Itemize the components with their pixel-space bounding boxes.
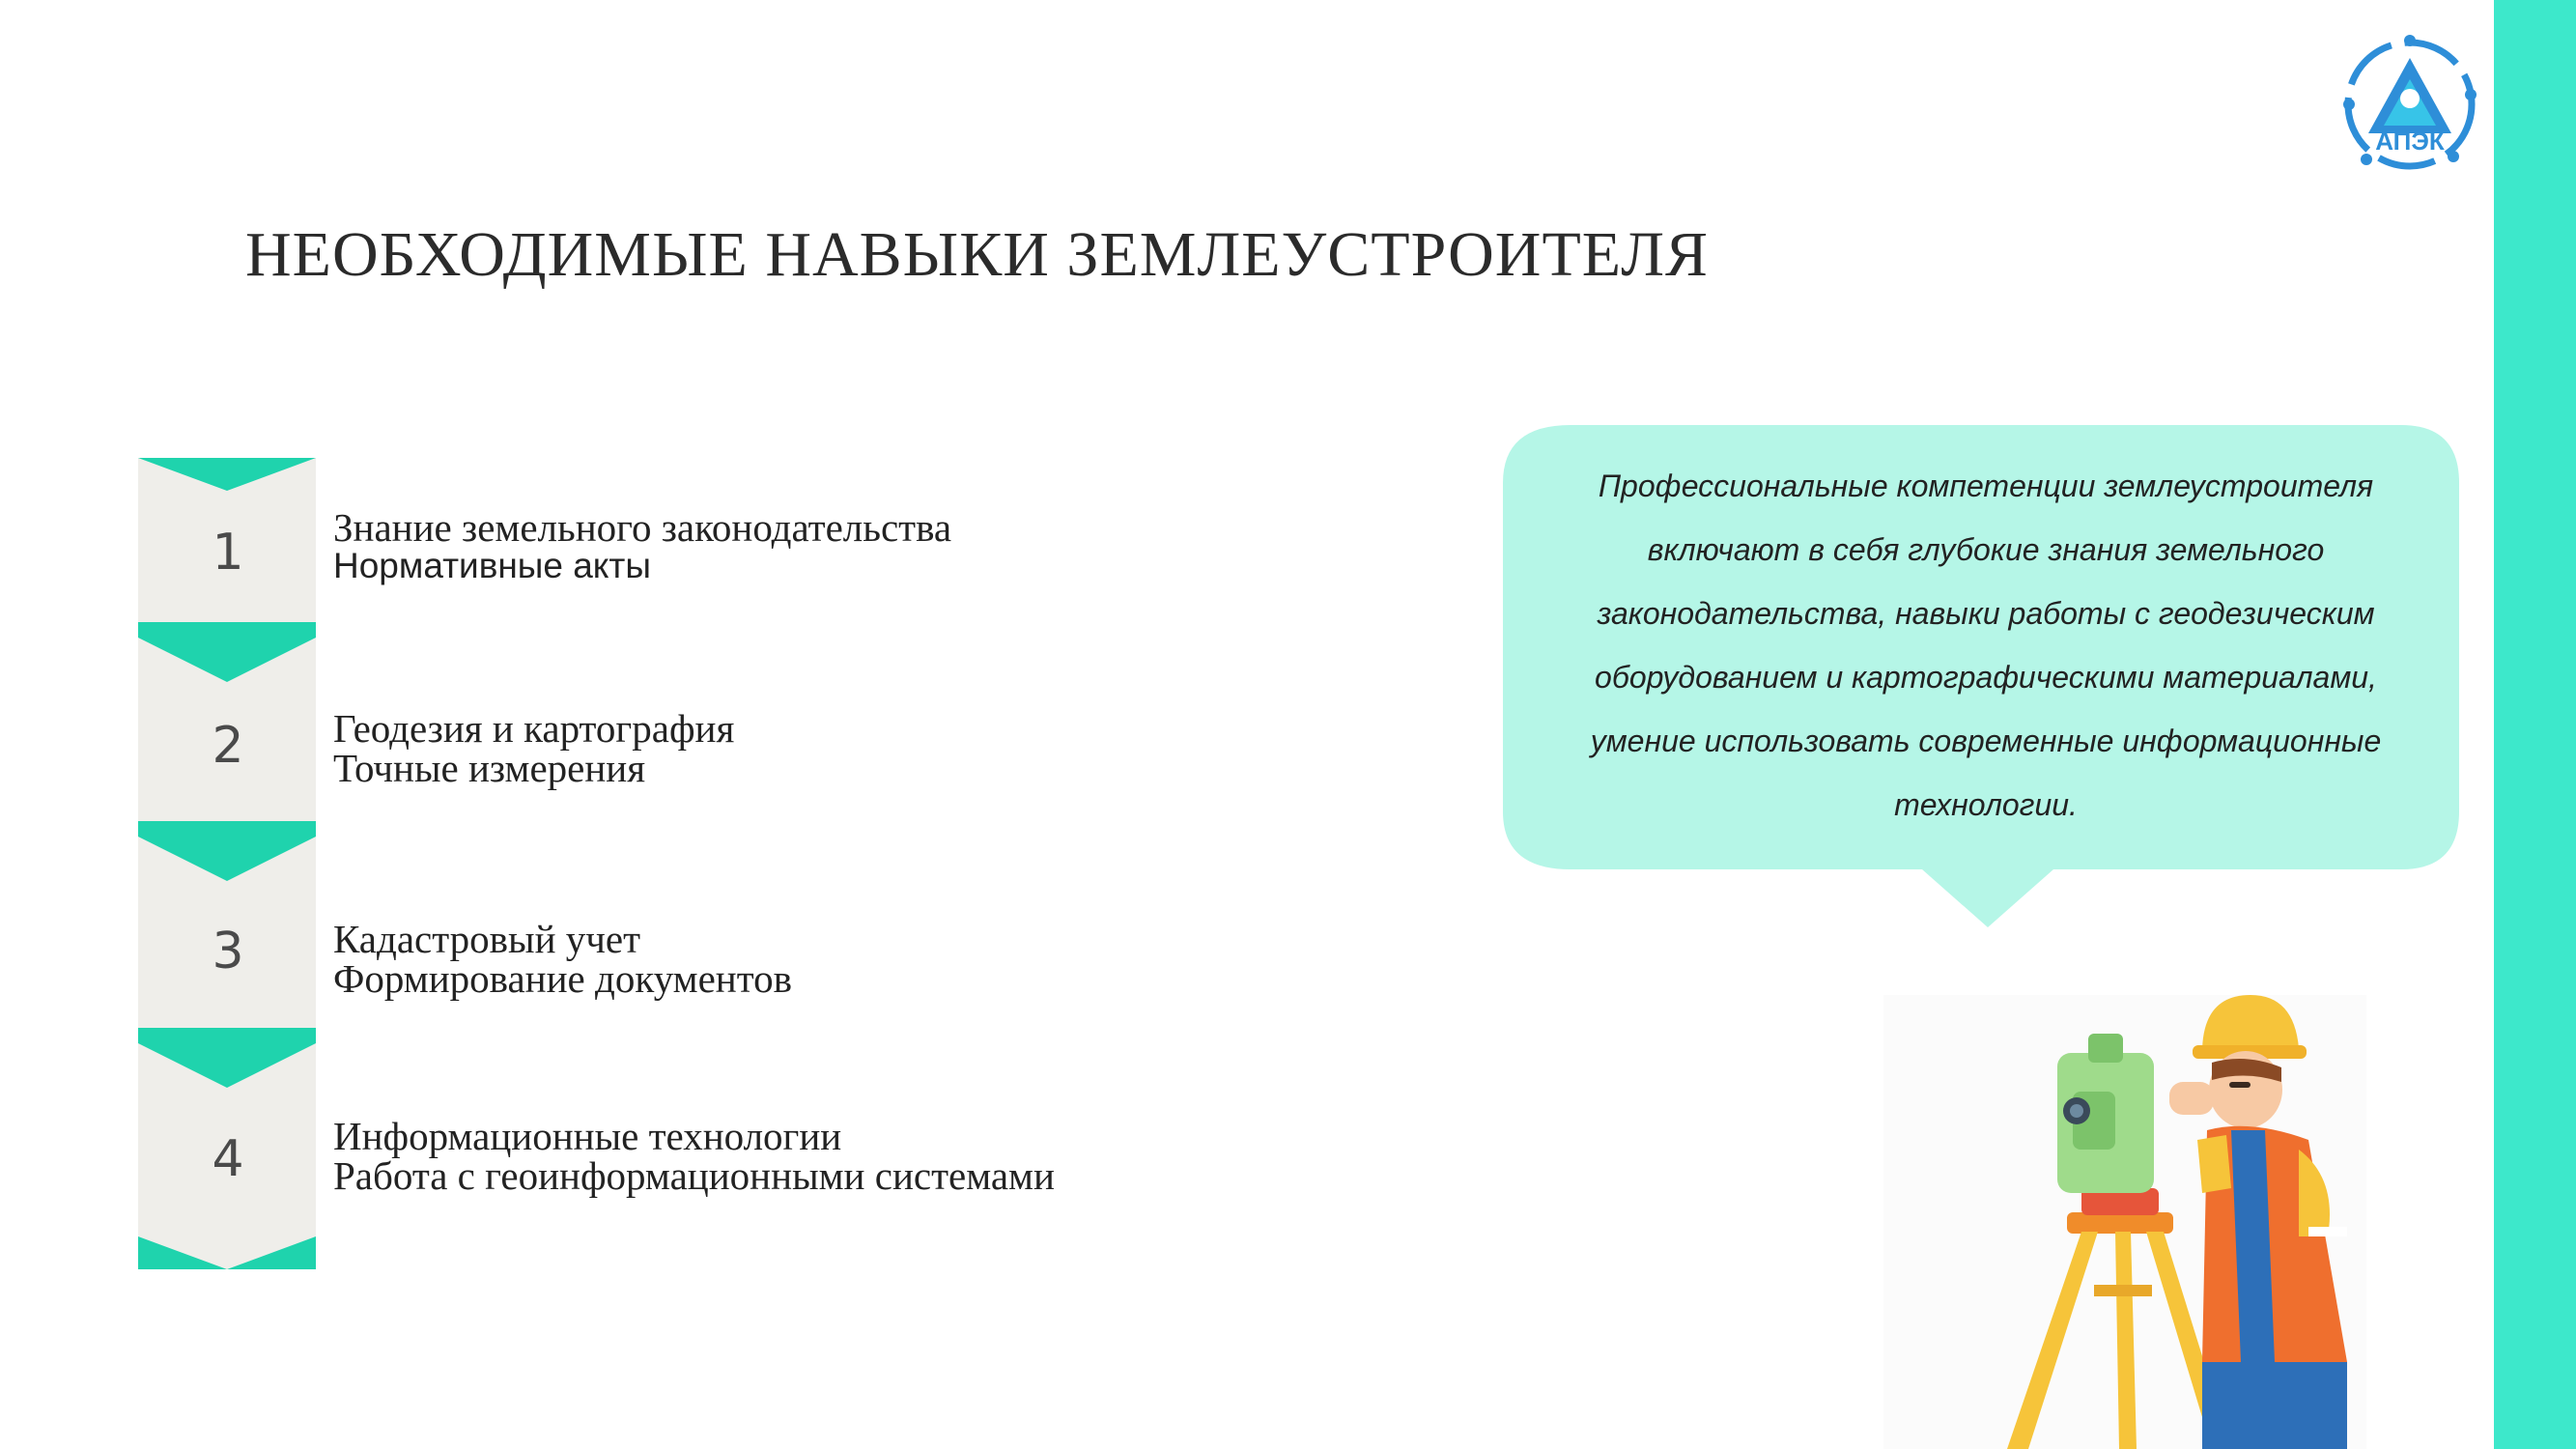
apek-logo-icon xyxy=(2337,29,2482,184)
step-number-2: 2 xyxy=(212,717,244,775)
step-number-4: 4 xyxy=(212,1130,244,1188)
step-item-4 xyxy=(333,1114,1055,1198)
right-accent-band xyxy=(2494,0,2576,1449)
logo-text: АПЭК xyxy=(2375,127,2445,156)
surveyor-icon xyxy=(1883,995,2366,1449)
step-subtitle: Нормативные акты xyxy=(333,546,651,585)
step-item-2 xyxy=(333,706,735,790)
step-title: Геодезия и картография xyxy=(333,706,735,751)
step-item-3 xyxy=(333,917,792,1001)
apek-logo xyxy=(2337,29,2482,184)
step-subtitle: Точные измерения xyxy=(333,746,646,790)
step-title: Кадастровый учет xyxy=(333,917,641,961)
step-subtitle: Формирование документов xyxy=(333,956,792,1001)
step-title: Знание земельного законодательства xyxy=(333,505,952,550)
step-title: Информационные технологии xyxy=(333,1114,842,1158)
step-item-1 xyxy=(333,505,952,585)
callout-text: Профессиональные компетенции землеустроителя включают в себя глубокие знания земельного законодательства, навыки работы с геодезическим оборудованием и картографическими материалами, умение использовать современные информационные технологии. xyxy=(1590,469,2382,822)
step-number-1: 1 xyxy=(212,524,244,582)
step-number-3: 3 xyxy=(212,923,244,980)
page-title: НЕОБХОДИМЫЕ НАВЫКИ ЗЕМЛЕУСТРОИТЕЛЯ xyxy=(245,219,1710,290)
step-subtitle: Работа с геоинформационными системами xyxy=(333,1153,1055,1198)
